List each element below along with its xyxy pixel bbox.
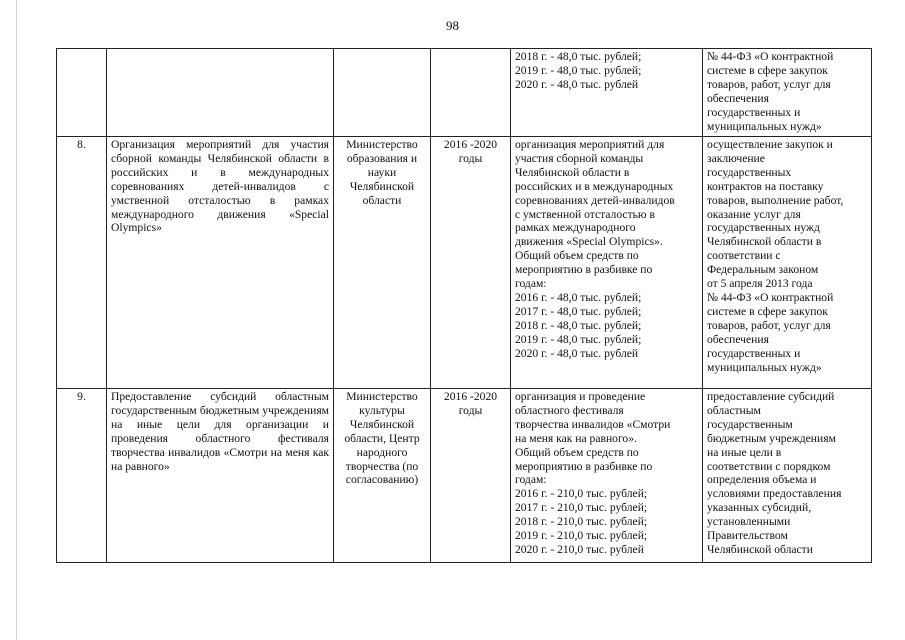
cell-text-line: 2019 г. - 48,0 тыс. рублей; bbox=[515, 332, 642, 346]
cell-text-line: 2020 г. - 48,0 тыс. рублей bbox=[515, 77, 639, 91]
executor-cell: Министерство образования и науки Челябинской области bbox=[334, 137, 431, 389]
cell-text-line: мероприятию в разбивке по bbox=[515, 459, 653, 473]
cell-text-line: установленными bbox=[707, 515, 791, 529]
cell-text-line: бюджетным учреждениям bbox=[707, 431, 836, 445]
method-cell bbox=[703, 389, 872, 563]
cell-text-line: соответствии с порядком bbox=[707, 459, 831, 473]
cell-text-line: государственных bbox=[707, 165, 792, 179]
scan-edge-line bbox=[16, 0, 17, 640]
cell-text-line: обеспечения bbox=[707, 332, 769, 346]
result-cell bbox=[511, 389, 703, 563]
event-cell: Предоставление субсидий областным государственным бюджетным учреждениям на иные цели для организации и проведения областного фестиваля творчества инвалидов «Смотри на меня как на равного» bbox=[107, 389, 334, 563]
cell-text-line: на меня как на равного». bbox=[515, 431, 637, 445]
cell-text-line: 2016 г. - 210,0 тыс. рублей; bbox=[515, 487, 648, 501]
cell-text-line: областным bbox=[707, 403, 761, 417]
cell-text-line: мероприятию в разбивке по bbox=[515, 263, 653, 277]
cell-text-line: областного фестиваля bbox=[515, 403, 624, 417]
cell-text-line: 2020 г. - 210,0 тыс. рублей bbox=[515, 542, 644, 556]
cell-text-line: от 5 апреля 2013 года bbox=[707, 277, 813, 291]
cell-text-line: Челябинской области в bbox=[515, 165, 630, 179]
cell-text-line: с умственной отсталостью в bbox=[515, 207, 655, 221]
cell-text-line: обеспечения bbox=[707, 91, 769, 105]
cell-text-line: системе в сфере закупок bbox=[707, 304, 828, 318]
event-cell: Организация мероприятий для участия сборной команды Челябинской области в российских и в международных соревнованиях детей-инвалидов с умственной отсталостью в рамках международного движения «Special Olympics» bbox=[107, 137, 334, 389]
cell-text-line: Федеральным законом bbox=[707, 263, 819, 277]
cell-text-line: Общий объем средств по bbox=[515, 249, 639, 263]
cell-text-line: муниципальных нужд» bbox=[707, 360, 822, 374]
period-cell bbox=[431, 49, 511, 137]
cell-text-line: Правительством bbox=[707, 529, 788, 543]
cell-text-line: системе в сфере закупок bbox=[707, 63, 828, 77]
executor-cell: Министерство культуры Челябинской области, Центр народного творчества (по согласованию) bbox=[334, 389, 431, 563]
cell-text-line: 2018 г. - 48,0 тыс. рублей; bbox=[515, 318, 642, 332]
row-number-cell: 8. bbox=[57, 137, 107, 389]
cell-text-line: организация и проведение bbox=[515, 390, 646, 403]
cell-text-line: Челябинской области bbox=[707, 542, 813, 556]
executor-cell bbox=[334, 49, 431, 137]
page-number: 98 bbox=[446, 18, 459, 33]
cell-text-line: движения «Special Olympics». bbox=[515, 235, 663, 249]
period-cell: 2016 -2020 годы bbox=[431, 137, 511, 389]
cell-text-line: контрактов на поставку bbox=[707, 179, 824, 193]
row-number-cell bbox=[57, 49, 107, 137]
result-cell bbox=[511, 49, 703, 137]
cell-text-line: участия сборной команды bbox=[515, 151, 644, 165]
cell-text-line: заключение bbox=[707, 151, 765, 165]
cell-text-line: 2018 г. - 210,0 тыс. рублей; bbox=[515, 515, 648, 529]
cell-text-line: Общий объем средств по bbox=[515, 445, 639, 459]
cell-text-line: 2019 г. - 48,0 тыс. рублей; bbox=[515, 63, 642, 77]
cell-text-line: государственных и bbox=[707, 346, 801, 360]
row-number-cell: 9. bbox=[57, 389, 107, 563]
cell-text-line: государственных нужд bbox=[707, 221, 820, 235]
cell-text-line: указанных субсидий, bbox=[707, 501, 812, 515]
cell-text-line: предоставление субсидий bbox=[707, 390, 835, 403]
cell-text-line: годам: bbox=[515, 277, 547, 291]
cell-text-line: товаров, работ, услуг для bbox=[707, 77, 831, 91]
event-cell bbox=[107, 49, 334, 137]
cell-text-line: условиями предоставления bbox=[707, 487, 842, 501]
cell-text-line: определения объема и bbox=[707, 473, 817, 487]
cell-text-line: российских и в международных bbox=[515, 179, 674, 193]
cell-text-line: годам: bbox=[515, 473, 547, 487]
cell-text-line: рамках международного bbox=[515, 221, 636, 235]
table-row bbox=[57, 49, 872, 137]
cell-text-line: организация мероприятий для bbox=[515, 138, 665, 151]
method-cell bbox=[703, 49, 872, 137]
measures-table bbox=[56, 48, 872, 563]
cell-text-line: № 44-ФЗ «О контрактной bbox=[707, 290, 834, 304]
cell-text-line: творчества инвалидов «Смотри bbox=[515, 417, 671, 431]
cell-text-line: соревнованиях детей-инвалидов bbox=[515, 193, 675, 207]
result-cell bbox=[511, 137, 703, 389]
cell-text-line: Челябинской области в bbox=[707, 235, 822, 249]
cell-text-line: 2018 г. - 48,0 тыс. рублей; bbox=[515, 50, 642, 63]
table-row bbox=[57, 137, 872, 389]
cell-text-line: № 44-ФЗ «О контрактной bbox=[707, 50, 834, 63]
method-cell bbox=[703, 137, 872, 389]
cell-text-line: соответствии с bbox=[707, 249, 781, 263]
cell-text-line: на иные цели в bbox=[707, 445, 782, 459]
table-row bbox=[57, 389, 872, 563]
cell-text-line: осуществление закупок и bbox=[707, 138, 833, 151]
cell-text-line: 2016 г. - 48,0 тыс. рублей; bbox=[515, 290, 642, 304]
cell-text-line: товаров, работ, услуг для bbox=[707, 318, 831, 332]
period-cell: 2016 -2020 годы bbox=[431, 389, 511, 563]
cell-text-line: товаров, выполнение работ, bbox=[707, 193, 844, 207]
cell-text-line: оказание услуг для bbox=[707, 207, 801, 221]
cell-text-line: 2019 г. - 210,0 тыс. рублей; bbox=[515, 529, 648, 543]
cell-text-line: муниципальных нужд» bbox=[707, 119, 822, 133]
cell-text-line: 2020 г. - 48,0 тыс. рублей bbox=[515, 346, 639, 360]
cell-text-line: государственных и bbox=[707, 105, 801, 119]
cell-text-line: 2017 г. - 48,0 тыс. рублей; bbox=[515, 304, 642, 318]
cell-text-line: 2017 г. - 210,0 тыс. рублей; bbox=[515, 501, 648, 515]
cell-text-line: государственным bbox=[707, 417, 793, 431]
